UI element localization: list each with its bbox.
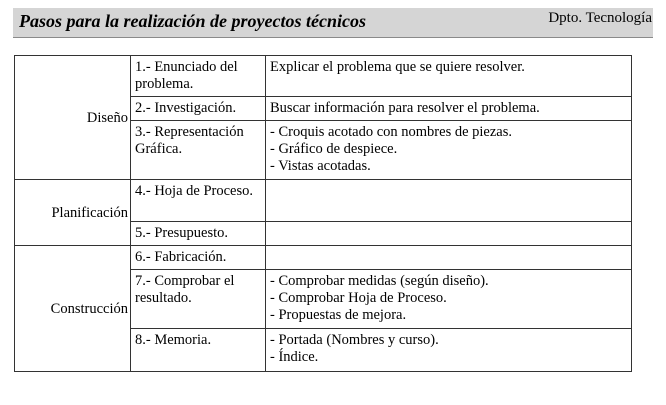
description-line: - Vistas acotadas. bbox=[270, 158, 371, 174]
table-row bbox=[15, 56, 632, 97]
description-line: Explicar el problema que se quiere resolver. bbox=[270, 59, 525, 75]
step-cell: 2.- Investigación. bbox=[131, 97, 266, 121]
page-title: Pasos para la realización de proyectos técnicos bbox=[19, 11, 366, 31]
description-line: - Índice. bbox=[270, 349, 319, 365]
description-cell bbox=[266, 121, 632, 180]
step-cell: 6.- Fabricación. bbox=[131, 246, 266, 270]
step-cell: 3.- Representación Gráfica. bbox=[131, 121, 266, 180]
description-line: - Gráfico de despiece. bbox=[270, 141, 398, 157]
table-row bbox=[15, 180, 632, 222]
project-steps-table bbox=[14, 55, 632, 372]
description-line: - Comprobar Hoja de Proceso. bbox=[270, 290, 447, 306]
description-line: - Propuestas de mejora. bbox=[270, 307, 407, 323]
step-cell: 4.- Hoja de Proceso. bbox=[131, 180, 266, 222]
phase-cell-diseno: Diseño bbox=[15, 56, 131, 180]
description-line: - Croquis acotado con nombres de piezas. bbox=[270, 124, 512, 140]
description-cell bbox=[266, 180, 632, 222]
description-cell bbox=[266, 56, 632, 97]
description-cell bbox=[266, 246, 632, 270]
table-row bbox=[15, 246, 632, 270]
header-bar bbox=[13, 8, 653, 38]
description-line: Buscar información para resolver el problema. bbox=[270, 100, 540, 116]
description-line: - Comprobar medidas (según diseño). bbox=[270, 273, 489, 289]
phase-cell-planificacion: Planificación bbox=[15, 180, 131, 246]
phase-cell-construccion: Construcción bbox=[15, 246, 131, 372]
step-cell: 5.- Presupuesto. bbox=[131, 222, 266, 246]
step-cell: 1.- Enunciado del problema. bbox=[131, 56, 266, 97]
description-cell bbox=[266, 222, 632, 246]
description-cell bbox=[266, 97, 632, 121]
description-cell bbox=[266, 270, 632, 329]
description-cell bbox=[266, 329, 632, 372]
description-line: - Portada (Nombres y curso). bbox=[270, 332, 439, 348]
step-cell: 8.- Memoria. bbox=[131, 329, 266, 372]
department-label: Dpto. Tecnología bbox=[548, 10, 652, 26]
step-cell: 7.- Comprobar el resultado. bbox=[131, 270, 266, 329]
